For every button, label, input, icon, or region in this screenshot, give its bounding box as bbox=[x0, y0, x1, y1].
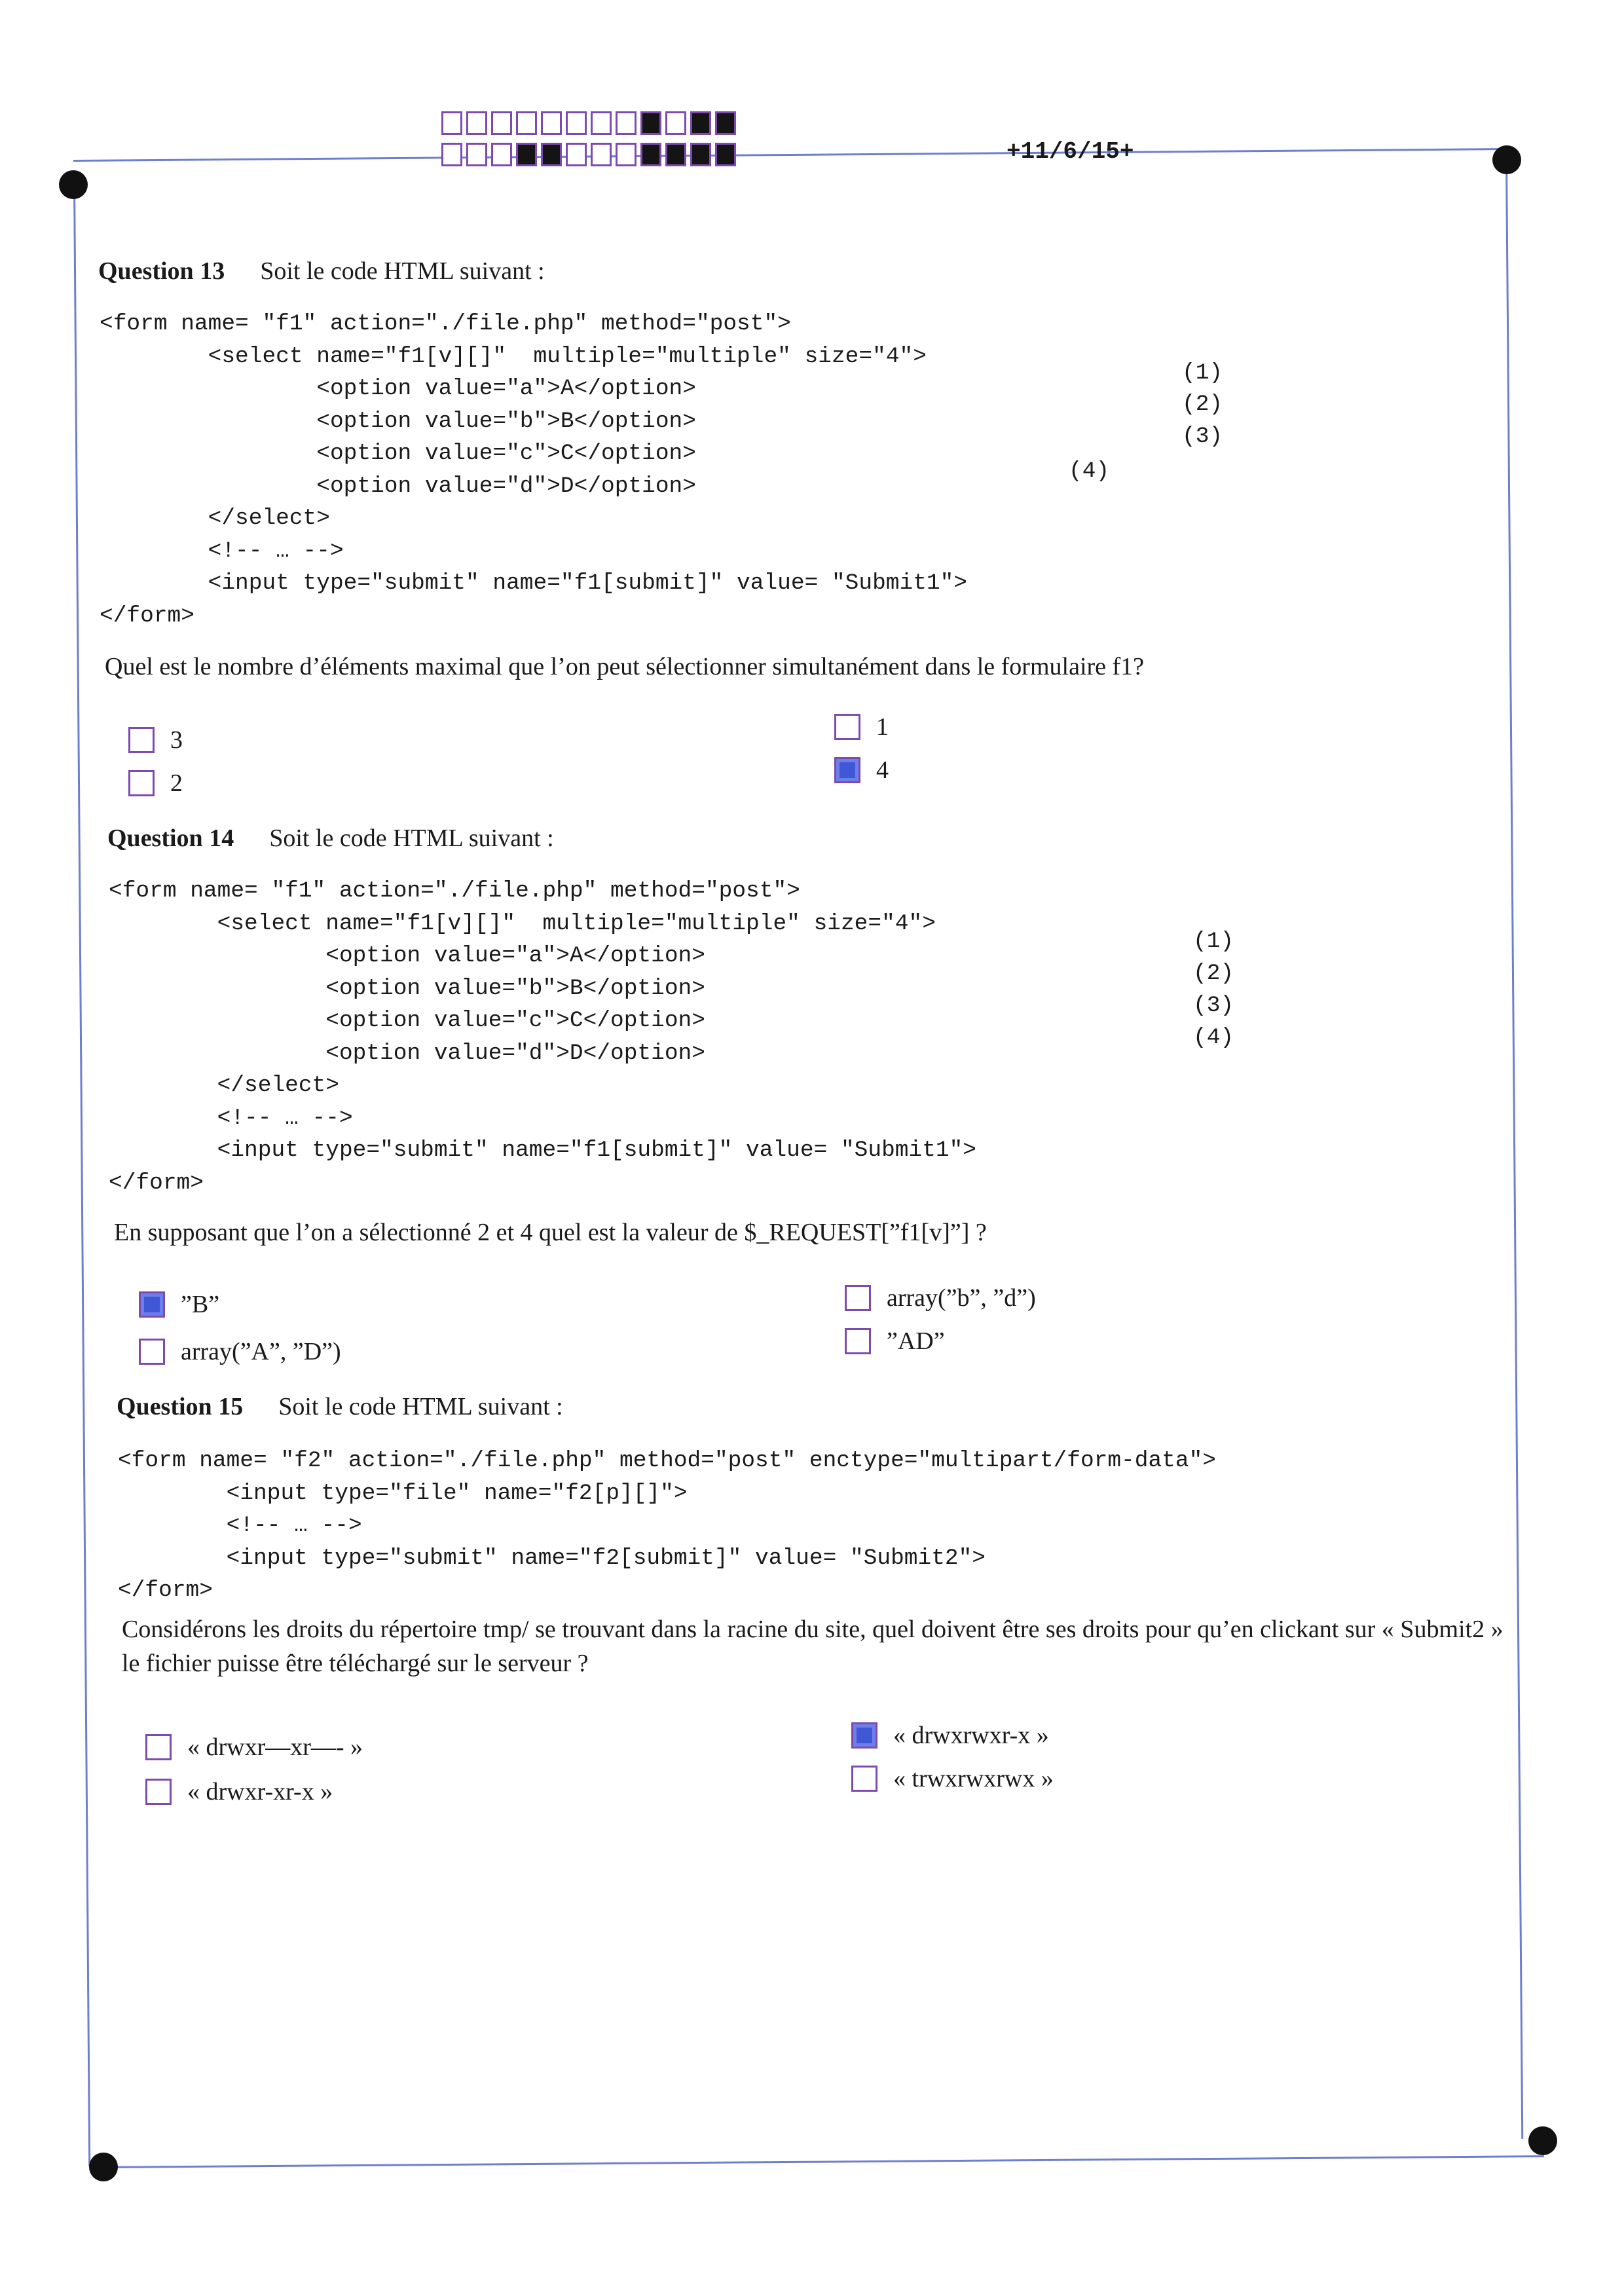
question-15-prompt: Considérons les droits du répertoire tmp/ se trouvant dans la racine du site, quel doivent être ses droits pour qu’en clickant sur « Submit2 » le fichier puisse être téléchargé sur le serveur ? bbox=[122, 1616, 1504, 1677]
question-13-intro: Soit le code HTML suivant : bbox=[260, 257, 545, 285]
code-line: <option value="d">D</option> bbox=[109, 1040, 705, 1066]
frame-bottom-border bbox=[103, 2155, 1544, 2168]
answer-option[interactable] bbox=[851, 1721, 1049, 1750]
code-line: <select name="f1[v][]" multiple="multiple" size="4"> bbox=[100, 343, 927, 369]
line-number-note: (3) bbox=[1193, 993, 1234, 1018]
question-15-heading bbox=[117, 1392, 563, 1421]
line-number-note: (4) bbox=[1193, 1025, 1234, 1050]
answer-label: 3 bbox=[170, 726, 183, 754]
question-15-code bbox=[118, 1445, 1216, 1607]
code-grid-cell bbox=[640, 143, 661, 166]
page-code-row-1 bbox=[441, 111, 740, 135]
answer-checkbox[interactable] bbox=[145, 1734, 172, 1760]
answer-option[interactable] bbox=[139, 1290, 219, 1319]
question-13-label: Question 13 bbox=[98, 257, 225, 285]
code-grid-cell bbox=[566, 111, 587, 135]
code-grid-cell bbox=[441, 111, 462, 135]
code-line: <form name= "f1" action="./file.php" method="post"> bbox=[109, 878, 800, 904]
answer-option[interactable] bbox=[834, 713, 889, 741]
page-code-row-2 bbox=[441, 143, 740, 166]
answer-checkbox[interactable] bbox=[139, 1339, 165, 1365]
answer-label: ”AD” bbox=[887, 1327, 945, 1355]
code-grid-cell bbox=[516, 111, 537, 135]
code-grid-cell bbox=[591, 111, 612, 135]
frame-top-border bbox=[73, 148, 1507, 162]
code-line: <option value="b">B</option> bbox=[109, 975, 705, 1001]
code-grid-cell bbox=[466, 143, 487, 166]
code-line: <option value="b">B</option> bbox=[100, 408, 696, 434]
code-grid-cell bbox=[491, 111, 512, 135]
line-number-note: (2) bbox=[1193, 961, 1234, 986]
code-grid-cell bbox=[541, 111, 562, 135]
answer-checkbox[interactable] bbox=[845, 1328, 871, 1354]
question-13-prompt: Quel est le nombre d’éléments maximal que l’on peut sélectionner simultanément dans le formulaire f1? bbox=[105, 653, 1145, 680]
code-grid-cell bbox=[616, 111, 637, 135]
answer-checkbox[interactable] bbox=[845, 1285, 871, 1311]
code-grid-cell bbox=[491, 143, 512, 166]
corner-mark-top-right bbox=[1492, 145, 1521, 174]
code-line: <input type="submit" name="f2[submit]" value= "Submit2"> bbox=[118, 1545, 986, 1571]
code-grid-cell bbox=[466, 111, 487, 135]
answer-checkbox[interactable] bbox=[834, 757, 860, 783]
code-line: <!-- … --> bbox=[109, 1105, 353, 1131]
line-number-note: (1) bbox=[1182, 360, 1223, 386]
corner-mark-bottom-right bbox=[1528, 2126, 1557, 2155]
line-number-note: (1) bbox=[1193, 929, 1234, 954]
question-14-prompt: En supposant que l’on a sélectionné 2 et 4 quel est la valeur de $_REQUEST[”f1[v]”] ? bbox=[114, 1219, 987, 1246]
answer-option[interactable] bbox=[834, 756, 889, 785]
answer-label: 4 bbox=[876, 756, 889, 784]
frame-right-border bbox=[1505, 160, 1523, 2139]
line-number-note: (2) bbox=[1182, 392, 1223, 417]
answer-checkbox[interactable] bbox=[851, 1722, 877, 1749]
code-line: </select> bbox=[100, 506, 330, 531]
page-id: +11/6/15+ bbox=[1006, 138, 1134, 165]
corner-mark-bottom-left bbox=[89, 2153, 118, 2181]
answer-label: array(”A”, ”D”) bbox=[181, 1338, 341, 1365]
code-line: <input type="submit" name="f1[submit]" value= "Submit1"> bbox=[109, 1138, 977, 1163]
question-15-intro: Soit le code HTML suivant : bbox=[278, 1393, 563, 1420]
question-14-label: Question 14 bbox=[107, 824, 234, 852]
answer-option[interactable] bbox=[145, 1733, 363, 1762]
code-grid-cell bbox=[616, 143, 637, 166]
corner-mark-top-left bbox=[59, 170, 88, 199]
answer-label: « drwxr-xr-x » bbox=[187, 1778, 333, 1805]
answer-option[interactable] bbox=[845, 1284, 1036, 1312]
code-line: <input type="submit" name="f1[submit]" value= "Submit1"> bbox=[100, 570, 968, 596]
code-line: <option value="a">A</option> bbox=[100, 376, 696, 401]
code-line: <option value="c">C</option> bbox=[109, 1008, 705, 1033]
code-line: <select name="f1[v][]" multiple="multiple" size="4"> bbox=[109, 910, 936, 936]
code-grid-cell bbox=[566, 143, 587, 166]
code-line: </select> bbox=[109, 1073, 339, 1098]
code-grid-cell bbox=[591, 143, 612, 166]
answer-label: ”B” bbox=[181, 1291, 220, 1318]
code-grid-cell bbox=[715, 143, 736, 166]
answer-label: « drwxrwxr-x » bbox=[893, 1722, 1049, 1749]
code-grid-cell bbox=[690, 143, 711, 166]
question-14-code bbox=[109, 875, 976, 1199]
answer-checkbox[interactable] bbox=[851, 1766, 877, 1792]
code-line: <form name= "f2" action="./file.php" method="post" enctype="multipart/form-data"> bbox=[118, 1448, 1216, 1473]
answer-option[interactable] bbox=[145, 1777, 333, 1806]
answer-checkbox[interactable] bbox=[145, 1779, 172, 1805]
answer-option[interactable] bbox=[851, 1764, 1054, 1793]
code-line: <!-- … --> bbox=[118, 1513, 362, 1538]
code-line: <input type="file" name="f2[p][]"> bbox=[118, 1480, 688, 1506]
code-line: <option value="a">A</option> bbox=[109, 943, 705, 969]
answer-label: array(”b”, ”d”) bbox=[887, 1284, 1036, 1312]
question-14-heading bbox=[107, 824, 554, 853]
frame-left-border bbox=[73, 185, 90, 2166]
answer-checkbox[interactable] bbox=[128, 770, 155, 796]
code-line: </form> bbox=[118, 1578, 213, 1603]
code-grid-cell bbox=[640, 111, 661, 135]
answer-label: 2 bbox=[170, 769, 183, 797]
code-line: <option value="c">C</option> bbox=[100, 441, 696, 466]
line-number-note: (4) bbox=[1069, 458, 1110, 484]
code-grid-cell bbox=[715, 111, 736, 135]
answer-label: « trwxrwxrwx » bbox=[893, 1765, 1054, 1792]
code-grid-cell bbox=[665, 143, 686, 166]
answer-option[interactable] bbox=[128, 726, 183, 754]
code-line: <!-- … --> bbox=[100, 538, 344, 564]
code-grid-cell bbox=[541, 143, 562, 166]
code-line: </form> bbox=[109, 1170, 204, 1196]
answer-label: 1 bbox=[876, 713, 889, 741]
code-grid-cell bbox=[690, 111, 711, 135]
code-line: <form name= "f1" action="./file.php" method="post"> bbox=[100, 311, 791, 337]
code-grid-cell bbox=[441, 143, 462, 166]
answer-option[interactable] bbox=[139, 1337, 341, 1366]
question-13-heading bbox=[98, 257, 545, 286]
code-line: </form> bbox=[100, 602, 194, 629]
question-15-label: Question 15 bbox=[117, 1393, 244, 1420]
code-line: <option value="d">D</option> bbox=[100, 473, 696, 499]
answer-label: « drwxr—xr—- » bbox=[187, 1733, 363, 1761]
answer-checkbox[interactable] bbox=[139, 1291, 165, 1318]
question-14-intro: Soit le code HTML suivant : bbox=[269, 824, 554, 852]
answer-option[interactable] bbox=[845, 1327, 945, 1356]
answer-checkbox[interactable] bbox=[128, 727, 155, 753]
code-grid-cell bbox=[665, 111, 686, 135]
code-grid-cell bbox=[516, 143, 537, 166]
answer-checkbox[interactable] bbox=[834, 714, 860, 740]
question-13-code bbox=[100, 308, 967, 632]
line-number-note: (3) bbox=[1182, 424, 1223, 449]
answer-option[interactable] bbox=[128, 769, 183, 798]
